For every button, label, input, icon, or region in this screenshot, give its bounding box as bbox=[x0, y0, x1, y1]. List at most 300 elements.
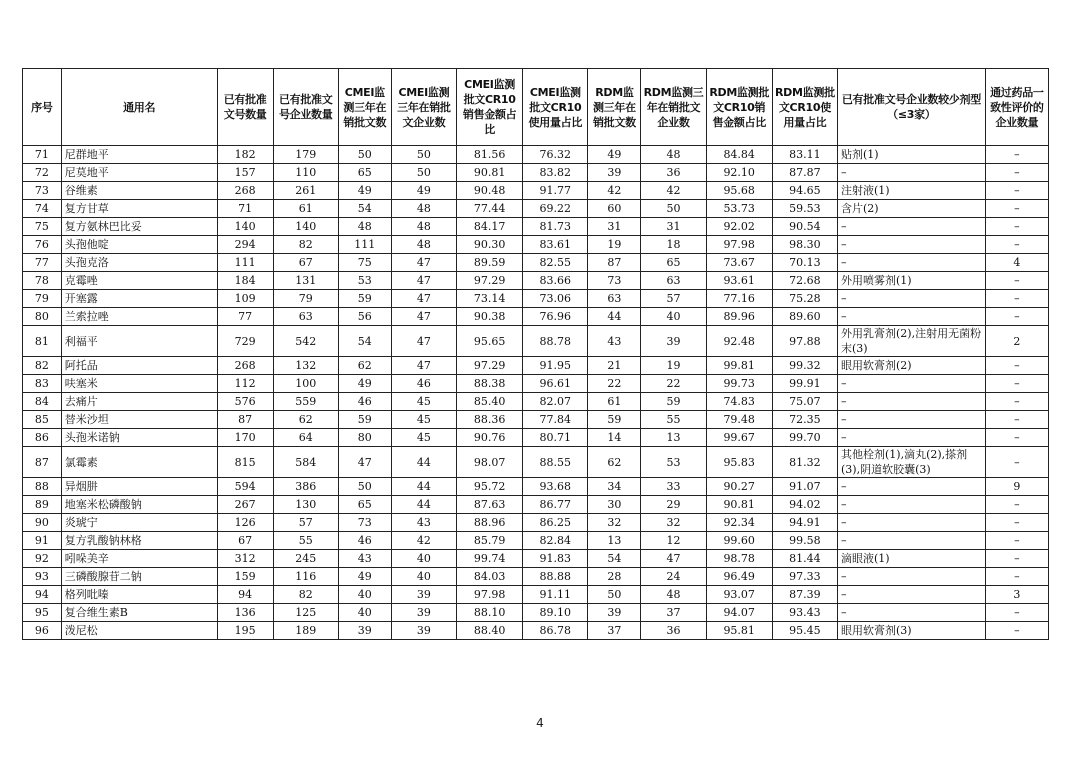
rdm-sales-approvals-cell: 62 bbox=[588, 447, 641, 478]
col-generic-name-header: 通用名 bbox=[61, 69, 217, 146]
rdm-cr10-sales-share-cell: 95.68 bbox=[706, 182, 772, 200]
table-row bbox=[23, 164, 1049, 182]
cmei-sales-approvals-cell: 40 bbox=[338, 586, 391, 604]
cmei-cr10-usage-share-cell: 91.95 bbox=[523, 357, 588, 375]
few-company-dosage-forms-cell: – bbox=[838, 393, 986, 411]
cmei-cr10-usage-share-cell: 73.06 bbox=[523, 290, 588, 308]
few-company-dosage-forms-cell: 眼用软膏剂(2) bbox=[838, 357, 986, 375]
rdm-cr10-sales-share-cell: 53.73 bbox=[706, 200, 772, 218]
cmei-cr10-sales-share-cell: 90.38 bbox=[456, 308, 522, 326]
table-row bbox=[23, 568, 1049, 586]
rdm-sales-companies-cell: 37 bbox=[641, 604, 706, 622]
cmei-cr10-sales-share-cell: 73.14 bbox=[456, 290, 522, 308]
approval-count-cell: 294 bbox=[217, 236, 273, 254]
rdm-sales-companies-cell: 55 bbox=[641, 411, 706, 429]
generic-name-cell: 克霉唑 bbox=[61, 272, 217, 290]
col-cmei-cr10-sales-share-header: CMEI监测批文CR10销售金额占比 bbox=[456, 69, 522, 146]
rdm-sales-approvals-cell: 44 bbox=[588, 308, 641, 326]
approval-company-count-cell: 82 bbox=[273, 586, 338, 604]
col-cmei-sales-companies-header: CMEI监测三年在销批文企业数 bbox=[391, 69, 456, 146]
cmei-sales-companies-cell: 47 bbox=[391, 357, 456, 375]
rdm-cr10-usage-share-cell: 89.60 bbox=[772, 308, 837, 326]
cmei-cr10-sales-share-cell: 77.44 bbox=[456, 200, 522, 218]
cmei-sales-companies-cell: 47 bbox=[391, 326, 456, 357]
cmei-sales-companies-cell: 44 bbox=[391, 478, 456, 496]
cmei-cr10-usage-share-cell: 91.11 bbox=[523, 586, 588, 604]
table-row bbox=[23, 290, 1049, 308]
table-row bbox=[23, 550, 1049, 568]
rdm-sales-companies-cell: 24 bbox=[641, 568, 706, 586]
rdm-cr10-sales-share-cell: 90.27 bbox=[706, 478, 772, 496]
table-row bbox=[23, 478, 1049, 496]
rdm-cr10-sales-share-cell: 77.16 bbox=[706, 290, 772, 308]
index-cell: 83 bbox=[23, 375, 62, 393]
table-row bbox=[23, 357, 1049, 375]
cmei-sales-companies-cell: 44 bbox=[391, 496, 456, 514]
rdm-cr10-usage-share-cell: 99.91 bbox=[772, 375, 837, 393]
few-company-dosage-forms-cell: 贴剂(1) bbox=[838, 146, 986, 164]
rdm-sales-approvals-cell: 13 bbox=[588, 532, 641, 550]
consistency-eval-companies-cell: – bbox=[985, 218, 1048, 236]
rdm-cr10-usage-share-cell: 93.43 bbox=[772, 604, 837, 622]
cmei-cr10-usage-share-cell: 86.77 bbox=[523, 496, 588, 514]
approval-company-count-cell: 386 bbox=[273, 478, 338, 496]
cmei-cr10-usage-share-cell: 81.73 bbox=[523, 218, 588, 236]
generic-name-cell: 复合维生素B bbox=[61, 604, 217, 622]
generic-name-cell: 格列吡嗪 bbox=[61, 586, 217, 604]
rdm-sales-companies-cell: 31 bbox=[641, 218, 706, 236]
cmei-sales-approvals-cell: 46 bbox=[338, 393, 391, 411]
consistency-eval-companies-cell: 4 bbox=[985, 254, 1048, 272]
generic-name-cell: 利福平 bbox=[61, 326, 217, 357]
approval-count-cell: 71 bbox=[217, 200, 273, 218]
cmei-sales-approvals-cell: 50 bbox=[338, 146, 391, 164]
generic-name-cell: 尼莫地平 bbox=[61, 164, 217, 182]
cmei-sales-companies-cell: 48 bbox=[391, 236, 456, 254]
index-cell: 86 bbox=[23, 429, 62, 447]
page-number: 4 bbox=[536, 716, 544, 730]
index-cell: 84 bbox=[23, 393, 62, 411]
approval-count-cell: 77 bbox=[217, 308, 273, 326]
rdm-sales-companies-cell: 47 bbox=[641, 550, 706, 568]
rdm-sales-companies-cell: 36 bbox=[641, 164, 706, 182]
drug-data-table bbox=[22, 68, 1049, 640]
generic-name-cell: 吲哚美辛 bbox=[61, 550, 217, 568]
cmei-sales-approvals-cell: 40 bbox=[338, 604, 391, 622]
cmei-sales-companies-cell: 39 bbox=[391, 586, 456, 604]
cmei-sales-approvals-cell: 43 bbox=[338, 550, 391, 568]
approval-count-cell: 268 bbox=[217, 182, 273, 200]
rdm-cr10-usage-share-cell: 94.65 bbox=[772, 182, 837, 200]
few-company-dosage-forms-cell: – bbox=[838, 411, 986, 429]
cmei-cr10-sales-share-cell: 88.38 bbox=[456, 375, 522, 393]
few-company-dosage-forms-cell: – bbox=[838, 586, 986, 604]
few-company-dosage-forms-cell: – bbox=[838, 478, 986, 496]
col-few-company-dosage-forms-header: 已有批准文号企业数较少剂型（≤3家） bbox=[838, 69, 986, 146]
rdm-sales-companies-cell: 29 bbox=[641, 496, 706, 514]
rdm-sales-companies-cell: 39 bbox=[641, 326, 706, 357]
cmei-cr10-sales-share-cell: 87.63 bbox=[456, 496, 522, 514]
rdm-cr10-sales-share-cell: 95.83 bbox=[706, 447, 772, 478]
rdm-cr10-sales-share-cell: 99.73 bbox=[706, 375, 772, 393]
index-cell: 93 bbox=[23, 568, 62, 586]
rdm-sales-approvals-cell: 43 bbox=[588, 326, 641, 357]
few-company-dosage-forms-cell: – bbox=[838, 164, 986, 182]
cmei-cr10-usage-share-cell: 91.77 bbox=[523, 182, 588, 200]
rdm-sales-companies-cell: 50 bbox=[641, 200, 706, 218]
rdm-cr10-usage-share-cell: 75.07 bbox=[772, 393, 837, 411]
cmei-sales-companies-cell: 43 bbox=[391, 514, 456, 532]
table-row bbox=[23, 411, 1049, 429]
index-cell: 73 bbox=[23, 182, 62, 200]
approval-count-cell: 184 bbox=[217, 272, 273, 290]
approval-count-cell: 170 bbox=[217, 429, 273, 447]
table-row bbox=[23, 326, 1049, 357]
generic-name-cell: 开塞露 bbox=[61, 290, 217, 308]
approval-count-cell: 182 bbox=[217, 146, 273, 164]
table-row bbox=[23, 218, 1049, 236]
cmei-cr10-usage-share-cell: 83.61 bbox=[523, 236, 588, 254]
rdm-cr10-sales-share-cell: 98.78 bbox=[706, 550, 772, 568]
consistency-eval-companies-cell: – bbox=[985, 308, 1048, 326]
cmei-sales-approvals-cell: 56 bbox=[338, 308, 391, 326]
cmei-cr10-sales-share-cell: 85.40 bbox=[456, 393, 522, 411]
cmei-cr10-usage-share-cell: 82.55 bbox=[523, 254, 588, 272]
cmei-cr10-sales-share-cell: 97.98 bbox=[456, 586, 522, 604]
cmei-sales-approvals-cell: 50 bbox=[338, 478, 391, 496]
approval-count-cell: 136 bbox=[217, 604, 273, 622]
col-index-header: 序号 bbox=[23, 69, 62, 146]
table-row bbox=[23, 200, 1049, 218]
cmei-cr10-usage-share-cell: 88.78 bbox=[523, 326, 588, 357]
few-company-dosage-forms-cell: – bbox=[838, 496, 986, 514]
table-row bbox=[23, 447, 1049, 478]
cmei-sales-approvals-cell: 49 bbox=[338, 568, 391, 586]
index-cell: 85 bbox=[23, 411, 62, 429]
few-company-dosage-forms-cell: – bbox=[838, 429, 986, 447]
rdm-cr10-usage-share-cell: 81.44 bbox=[772, 550, 837, 568]
cmei-sales-companies-cell: 50 bbox=[391, 146, 456, 164]
approval-company-count-cell: 63 bbox=[273, 308, 338, 326]
rdm-cr10-sales-share-cell: 79.48 bbox=[706, 411, 772, 429]
approval-count-cell: 112 bbox=[217, 375, 273, 393]
col-rdm-sales-companies-header: RDM监测三年在销批文企业数 bbox=[641, 69, 706, 146]
index-cell: 96 bbox=[23, 622, 62, 640]
rdm-sales-approvals-cell: 39 bbox=[588, 164, 641, 182]
rdm-cr10-usage-share-cell: 87.39 bbox=[772, 586, 837, 604]
approval-company-count-cell: 179 bbox=[273, 146, 338, 164]
rdm-sales-companies-cell: 65 bbox=[641, 254, 706, 272]
rdm-cr10-usage-share-cell: 94.02 bbox=[772, 496, 837, 514]
rdm-sales-approvals-cell: 59 bbox=[588, 411, 641, 429]
col-approval-company-count-header: 已有批准文号企业数量 bbox=[273, 69, 338, 146]
approval-count-cell: 94 bbox=[217, 586, 273, 604]
index-cell: 76 bbox=[23, 236, 62, 254]
rdm-cr10-usage-share-cell: 99.32 bbox=[772, 357, 837, 375]
cmei-sales-companies-cell: 47 bbox=[391, 290, 456, 308]
approval-count-cell: 815 bbox=[217, 447, 273, 478]
approval-company-count-cell: 584 bbox=[273, 447, 338, 478]
consistency-eval-companies-cell: – bbox=[985, 375, 1048, 393]
rdm-cr10-usage-share-cell: 97.88 bbox=[772, 326, 837, 357]
cmei-cr10-sales-share-cell: 99.74 bbox=[456, 550, 522, 568]
cmei-cr10-sales-share-cell: 98.07 bbox=[456, 447, 522, 478]
cmei-cr10-usage-share-cell: 80.71 bbox=[523, 429, 588, 447]
consistency-eval-companies-cell: – bbox=[985, 182, 1048, 200]
table-row bbox=[23, 272, 1049, 290]
few-company-dosage-forms-cell: – bbox=[838, 218, 986, 236]
table-row bbox=[23, 496, 1049, 514]
rdm-sales-approvals-cell: 28 bbox=[588, 568, 641, 586]
col-rdm-sales-approvals-header: RDM监测三年在销批文数 bbox=[588, 69, 641, 146]
generic-name-cell: 三磷酸腺苷二钠 bbox=[61, 568, 217, 586]
cmei-cr10-sales-share-cell: 97.29 bbox=[456, 357, 522, 375]
cmei-sales-approvals-cell: 39 bbox=[338, 622, 391, 640]
approval-company-count-cell: 57 bbox=[273, 514, 338, 532]
approval-count-cell: 729 bbox=[217, 326, 273, 357]
rdm-sales-companies-cell: 22 bbox=[641, 375, 706, 393]
cmei-sales-companies-cell: 40 bbox=[391, 550, 456, 568]
few-company-dosage-forms-cell: – bbox=[838, 532, 986, 550]
cmei-sales-approvals-cell: 62 bbox=[338, 357, 391, 375]
index-cell: 80 bbox=[23, 308, 62, 326]
rdm-sales-approvals-cell: 30 bbox=[588, 496, 641, 514]
few-company-dosage-forms-cell: 外用喷雾剂(1) bbox=[838, 272, 986, 290]
approval-count-cell: 576 bbox=[217, 393, 273, 411]
approval-count-cell: 268 bbox=[217, 357, 273, 375]
few-company-dosage-forms-cell: – bbox=[838, 236, 986, 254]
cmei-cr10-sales-share-cell: 88.40 bbox=[456, 622, 522, 640]
rdm-cr10-sales-share-cell: 89.96 bbox=[706, 308, 772, 326]
cmei-sales-approvals-cell: 59 bbox=[338, 411, 391, 429]
approval-company-count-cell: 131 bbox=[273, 272, 338, 290]
rdm-cr10-sales-share-cell: 99.67 bbox=[706, 429, 772, 447]
consistency-eval-companies-cell: – bbox=[985, 272, 1048, 290]
table-row bbox=[23, 375, 1049, 393]
rdm-cr10-sales-share-cell: 90.81 bbox=[706, 496, 772, 514]
cmei-cr10-sales-share-cell: 97.29 bbox=[456, 272, 522, 290]
cmei-cr10-usage-share-cell: 76.32 bbox=[523, 146, 588, 164]
consistency-eval-companies-cell: – bbox=[985, 496, 1048, 514]
table-row bbox=[23, 393, 1049, 411]
table-row bbox=[23, 622, 1049, 640]
index-cell: 87 bbox=[23, 447, 62, 478]
rdm-sales-companies-cell: 18 bbox=[641, 236, 706, 254]
index-cell: 77 bbox=[23, 254, 62, 272]
approval-count-cell: 140 bbox=[217, 218, 273, 236]
cmei-cr10-sales-share-cell: 90.76 bbox=[456, 429, 522, 447]
index-cell: 81 bbox=[23, 326, 62, 357]
cmei-sales-approvals-cell: 73 bbox=[338, 514, 391, 532]
rdm-cr10-sales-share-cell: 73.67 bbox=[706, 254, 772, 272]
cmei-sales-companies-cell: 49 bbox=[391, 182, 456, 200]
index-cell: 75 bbox=[23, 218, 62, 236]
rdm-sales-companies-cell: 59 bbox=[641, 393, 706, 411]
generic-name-cell: 谷维素 bbox=[61, 182, 217, 200]
rdm-cr10-usage-share-cell: 75.28 bbox=[772, 290, 837, 308]
generic-name-cell: 复方氨林巴比妥 bbox=[61, 218, 217, 236]
cmei-cr10-usage-share-cell: 83.66 bbox=[523, 272, 588, 290]
cmei-sales-approvals-cell: 53 bbox=[338, 272, 391, 290]
consistency-eval-companies-cell: 3 bbox=[985, 586, 1048, 604]
consistency-eval-companies-cell: – bbox=[985, 550, 1048, 568]
few-company-dosage-forms-cell: – bbox=[838, 568, 986, 586]
index-cell: 92 bbox=[23, 550, 62, 568]
consistency-eval-companies-cell: – bbox=[985, 200, 1048, 218]
table-row bbox=[23, 236, 1049, 254]
rdm-cr10-sales-share-cell: 92.02 bbox=[706, 218, 772, 236]
rdm-cr10-sales-share-cell: 96.49 bbox=[706, 568, 772, 586]
cmei-cr10-sales-share-cell: 90.81 bbox=[456, 164, 522, 182]
generic-name-cell: 氯霉素 bbox=[61, 447, 217, 478]
cmei-sales-companies-cell: 40 bbox=[391, 568, 456, 586]
cmei-cr10-usage-share-cell: 86.25 bbox=[523, 514, 588, 532]
index-cell: 95 bbox=[23, 604, 62, 622]
cmei-cr10-sales-share-cell: 95.65 bbox=[456, 326, 522, 357]
cmei-sales-companies-cell: 45 bbox=[391, 393, 456, 411]
rdm-sales-companies-cell: 33 bbox=[641, 478, 706, 496]
rdm-cr10-sales-share-cell: 93.61 bbox=[706, 272, 772, 290]
cmei-cr10-usage-share-cell: 82.07 bbox=[523, 393, 588, 411]
rdm-sales-approvals-cell: 31 bbox=[588, 218, 641, 236]
cmei-cr10-sales-share-cell: 88.36 bbox=[456, 411, 522, 429]
few-company-dosage-forms-cell: – bbox=[838, 604, 986, 622]
generic-name-cell: 头孢米诺钠 bbox=[61, 429, 217, 447]
cmei-cr10-usage-share-cell: 83.82 bbox=[523, 164, 588, 182]
approval-count-cell: 594 bbox=[217, 478, 273, 496]
consistency-eval-companies-cell: – bbox=[985, 146, 1048, 164]
consistency-eval-companies-cell: – bbox=[985, 164, 1048, 182]
rdm-sales-approvals-cell: 39 bbox=[588, 604, 641, 622]
rdm-sales-approvals-cell: 34 bbox=[588, 478, 641, 496]
col-cmei-cr10-usage-share-header: CMEI监测批文CR10使用量占比 bbox=[523, 69, 588, 146]
cmei-sales-approvals-cell: 49 bbox=[338, 182, 391, 200]
table-row bbox=[23, 429, 1049, 447]
rdm-sales-approvals-cell: 22 bbox=[588, 375, 641, 393]
consistency-eval-companies-cell: – bbox=[985, 393, 1048, 411]
cmei-sales-approvals-cell: 59 bbox=[338, 290, 391, 308]
consistency-eval-companies-cell: – bbox=[985, 604, 1048, 622]
cmei-sales-companies-cell: 47 bbox=[391, 308, 456, 326]
cmei-cr10-usage-share-cell: 86.78 bbox=[523, 622, 588, 640]
approval-count-cell: 157 bbox=[217, 164, 273, 182]
approval-company-count-cell: 61 bbox=[273, 200, 338, 218]
rdm-cr10-usage-share-cell: 70.13 bbox=[772, 254, 837, 272]
approval-count-cell: 87 bbox=[217, 411, 273, 429]
consistency-eval-companies-cell: – bbox=[985, 532, 1048, 550]
index-cell: 82 bbox=[23, 357, 62, 375]
cmei-sales-companies-cell: 45 bbox=[391, 429, 456, 447]
rdm-sales-approvals-cell: 63 bbox=[588, 290, 641, 308]
rdm-sales-approvals-cell: 87 bbox=[588, 254, 641, 272]
few-company-dosage-forms-cell: 眼用软膏剂(3) bbox=[838, 622, 986, 640]
table-row bbox=[23, 532, 1049, 550]
rdm-cr10-usage-share-cell: 97.33 bbox=[772, 568, 837, 586]
generic-name-cell: 去痛片 bbox=[61, 393, 217, 411]
cmei-sales-companies-cell: 42 bbox=[391, 532, 456, 550]
rdm-sales-companies-cell: 63 bbox=[641, 272, 706, 290]
rdm-cr10-sales-share-cell: 92.34 bbox=[706, 514, 772, 532]
generic-name-cell: 复方甘草 bbox=[61, 200, 217, 218]
consistency-eval-companies-cell: – bbox=[985, 236, 1048, 254]
rdm-sales-companies-cell: 53 bbox=[641, 447, 706, 478]
consistency-eval-companies-cell: 2 bbox=[985, 326, 1048, 357]
index-cell: 71 bbox=[23, 146, 62, 164]
table-row bbox=[23, 146, 1049, 164]
cmei-sales-approvals-cell: 111 bbox=[338, 236, 391, 254]
approval-company-count-cell: 245 bbox=[273, 550, 338, 568]
rdm-sales-companies-cell: 42 bbox=[641, 182, 706, 200]
generic-name-cell: 泼尼松 bbox=[61, 622, 217, 640]
index-cell: 94 bbox=[23, 586, 62, 604]
rdm-sales-companies-cell: 36 bbox=[641, 622, 706, 640]
approval-count-cell: 109 bbox=[217, 290, 273, 308]
approval-company-count-cell: 132 bbox=[273, 357, 338, 375]
rdm-cr10-sales-share-cell: 97.98 bbox=[706, 236, 772, 254]
approval-count-cell: 195 bbox=[217, 622, 273, 640]
cmei-cr10-sales-share-cell: 84.17 bbox=[456, 218, 522, 236]
cmei-sales-approvals-cell: 54 bbox=[338, 200, 391, 218]
approval-company-count-cell: 125 bbox=[273, 604, 338, 622]
rdm-cr10-sales-share-cell: 92.10 bbox=[706, 164, 772, 182]
index-cell: 72 bbox=[23, 164, 62, 182]
rdm-cr10-usage-share-cell: 98.30 bbox=[772, 236, 837, 254]
cmei-sales-approvals-cell: 65 bbox=[338, 496, 391, 514]
approval-count-cell: 67 bbox=[217, 532, 273, 550]
rdm-cr10-usage-share-cell: 91.07 bbox=[772, 478, 837, 496]
generic-name-cell: 兰索拉唑 bbox=[61, 308, 217, 326]
rdm-sales-approvals-cell: 54 bbox=[588, 550, 641, 568]
cmei-sales-approvals-cell: 75 bbox=[338, 254, 391, 272]
rdm-sales-companies-cell: 32 bbox=[641, 514, 706, 532]
cmei-sales-companies-cell: 47 bbox=[391, 272, 456, 290]
rdm-sales-companies-cell: 48 bbox=[641, 146, 706, 164]
rdm-cr10-sales-share-cell: 94.07 bbox=[706, 604, 772, 622]
cmei-sales-approvals-cell: 48 bbox=[338, 218, 391, 236]
cmei-sales-approvals-cell: 65 bbox=[338, 164, 391, 182]
rdm-sales-approvals-cell: 73 bbox=[588, 272, 641, 290]
consistency-eval-companies-cell: – bbox=[985, 622, 1048, 640]
approval-company-count-cell: 189 bbox=[273, 622, 338, 640]
cmei-cr10-usage-share-cell: 69.22 bbox=[523, 200, 588, 218]
consistency-eval-companies-cell: 9 bbox=[985, 478, 1048, 496]
rdm-sales-approvals-cell: 61 bbox=[588, 393, 641, 411]
cmei-sales-companies-cell: 39 bbox=[391, 622, 456, 640]
rdm-cr10-usage-share-cell: 95.45 bbox=[772, 622, 837, 640]
table-row bbox=[23, 308, 1049, 326]
consistency-eval-companies-cell: – bbox=[985, 411, 1048, 429]
rdm-cr10-usage-share-cell: 72.68 bbox=[772, 272, 837, 290]
rdm-sales-approvals-cell: 50 bbox=[588, 586, 641, 604]
cmei-sales-companies-cell: 39 bbox=[391, 604, 456, 622]
generic-name-cell: 尼群地平 bbox=[61, 146, 217, 164]
cmei-sales-companies-cell: 44 bbox=[391, 447, 456, 478]
generic-name-cell: 异烟肼 bbox=[61, 478, 217, 496]
cmei-sales-approvals-cell: 47 bbox=[338, 447, 391, 478]
generic-name-cell: 地塞米松磷酸钠 bbox=[61, 496, 217, 514]
approval-count-cell: 159 bbox=[217, 568, 273, 586]
few-company-dosage-forms-cell: 滴眼液(1) bbox=[838, 550, 986, 568]
few-company-dosage-forms-cell: 含片(2) bbox=[838, 200, 986, 218]
rdm-cr10-usage-share-cell: 83.11 bbox=[772, 146, 837, 164]
approval-company-count-cell: 130 bbox=[273, 496, 338, 514]
few-company-dosage-forms-cell: 外用乳膏剂(2),注射用无菌粉末(3) bbox=[838, 326, 986, 357]
consistency-eval-companies-cell: – bbox=[985, 357, 1048, 375]
cmei-cr10-usage-share-cell: 93.68 bbox=[523, 478, 588, 496]
approval-company-count-cell: 116 bbox=[273, 568, 338, 586]
generic-name-cell: 阿托品 bbox=[61, 357, 217, 375]
few-company-dosage-forms-cell: – bbox=[838, 375, 986, 393]
